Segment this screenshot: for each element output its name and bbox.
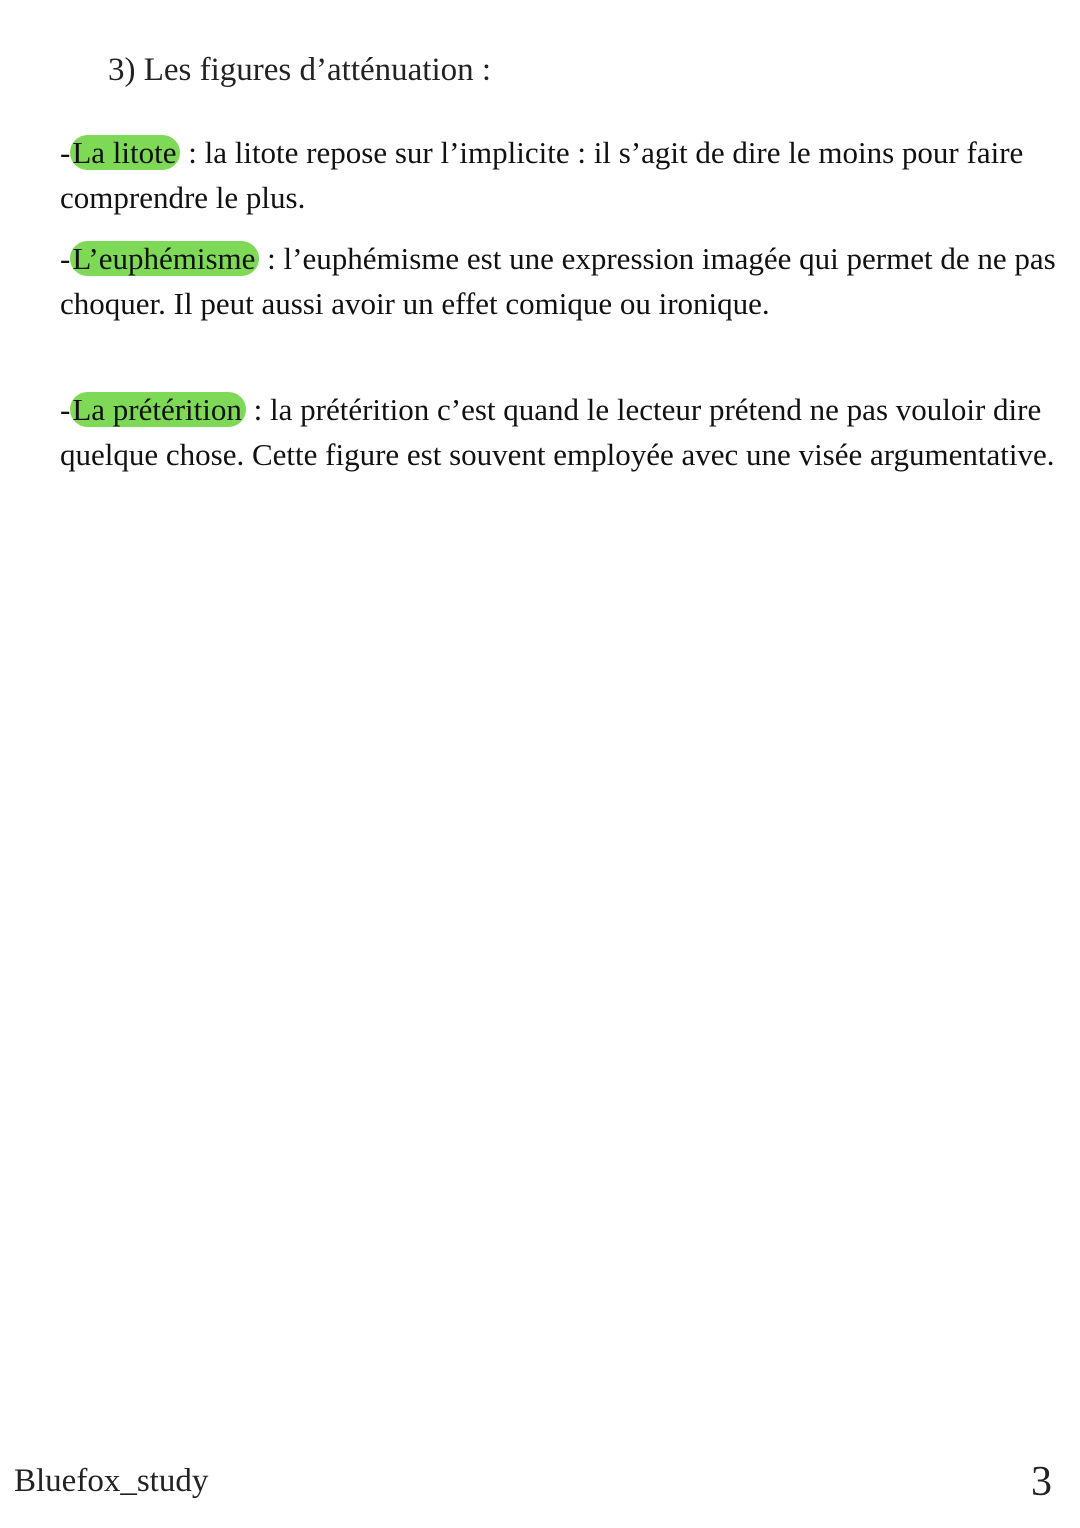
- highlighted-term: La prétérition: [70, 392, 246, 427]
- page-number: 3: [1031, 1459, 1052, 1505]
- footer-author: Bluefox_study: [14, 1463, 209, 1499]
- definition-text: : la litote repose sur l’implicite : il s’agit de dire le moins pour faire comprendre le plus.: [60, 135, 1024, 215]
- definition-paragraph: [60, 130, 1060, 220]
- definition-text: : l’euphémisme est une expression imagée qui permet de ne pas choquer. Il peut aussi avoir un effet comique ou ironique.: [60, 241, 1056, 321]
- section-heading: 3) Les figures d’atténuation :: [108, 52, 492, 88]
- definition-text: : la prétérition c’est quand le lecteur prétend ne pas vouloir dire quelque chose. Cette figure est souvent employée avec une visée argumentative.: [60, 392, 1055, 472]
- highlighted-term: La litote: [70, 135, 180, 170]
- definition-paragraph: [60, 236, 1060, 326]
- highlighted-term: L’euphémisme: [70, 241, 259, 276]
- dash: -: [60, 135, 71, 170]
- definition-paragraph: [60, 387, 1060, 477]
- dash: -: [60, 241, 71, 276]
- dash: -: [60, 392, 71, 427]
